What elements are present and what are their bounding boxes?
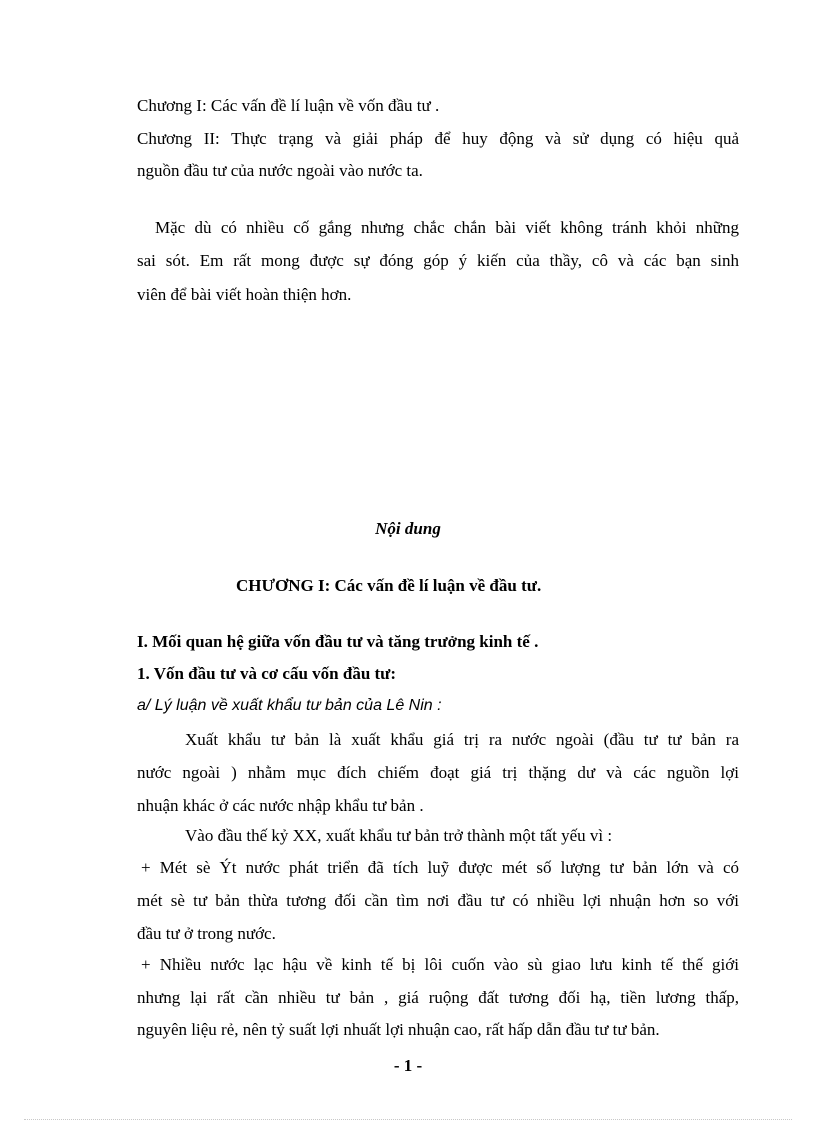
intro-paragraph-line-2: sai sót. Em rất mong được sự đóng góp ý kiến của thầy, cô và các bạn sinh xyxy=(137,251,739,270)
intro-paragraph-line-1: Mặc dù có nhiều cố gắng nhưng chắc chắn bài viết không tránh khỏi những xyxy=(155,218,739,237)
subsection-a-heading: a/ Lý luận về xuất khẩu tư bản của Lê Nin : xyxy=(137,697,442,714)
content-heading: Nội dung xyxy=(375,519,441,538)
paragraph-4-line-3: nguyên liệu rẻ, nên tỷ suất lợi nhuất lợi nhuận cao, rất hấp dẫn đầu tư tư bản. xyxy=(137,1020,660,1039)
paragraph-1-line-2: nước ngoài ) nhằm mục đích chiếm đoạt giá trị thặng dư và các nguồn lợi xyxy=(137,763,739,782)
chapter-2-line-1: Chương II: Thực trạng và giải pháp để huy động và sử dụng có hiệu quả xyxy=(137,129,739,148)
paragraph-3-line-2: mét sè tư bản thừa tương đối cần tìm nơi đầu tư có nhiều lợi nhuận hơn so với xyxy=(137,891,739,910)
paragraph-1-line-3: nhuận khác ở các nước nhập khẩu tư bản . xyxy=(137,796,424,815)
chapter-title: CHƯƠNG I: Các vấn đề lí luận về đầu tư. xyxy=(236,576,542,595)
paragraph-2-line-1: Vào đầu thế kỷ XX, xuất khẩu tư bản trở thành một tất yếu vì : xyxy=(185,826,613,845)
page-bottom-divider xyxy=(24,1119,792,1120)
section-I-heading: I. Mối quan hệ giữa vốn đầu tư và tăng trưởng kinh tế . xyxy=(137,632,539,651)
page-number: - 1 - xyxy=(393,1056,423,1075)
chapter-1-line: Chương I: Các vấn đề lí luận về vốn đầu tư . xyxy=(137,96,440,115)
paragraph-3-line-1: + Mét sè Ýt nước phát triển đã tích luỹ được mét số lượng tư bản lớn và có xyxy=(141,858,739,877)
paragraph-3-line-3: đầu tư ở trong nước. xyxy=(137,924,276,943)
paragraph-4-line-1: + Nhiều nước lạc hậu về kinh tế bị lôi cuốn vào sù giao lưu kinh tế thế giới xyxy=(141,955,739,974)
intro-paragraph-line-3: viên để bài viết hoàn thiện hơn. xyxy=(137,285,352,304)
section-1-heading: 1. Vốn đầu tư và cơ cấu vốn đầu tư: xyxy=(137,664,397,683)
chapter-2-line-2: nguồn đầu tư của nước ngoài vào nước ta. xyxy=(137,161,423,180)
paragraph-4-line-2: nhưng lại rất cần nhiều tư bản , giá ruộng đất tương đối hạ, tiền lương thấp, xyxy=(137,988,739,1007)
paragraph-1-line-1: Xuất khẩu tư bản là xuất khẩu giá trị ra nước ngoài (đầu tư tư bản ra xyxy=(185,730,739,749)
